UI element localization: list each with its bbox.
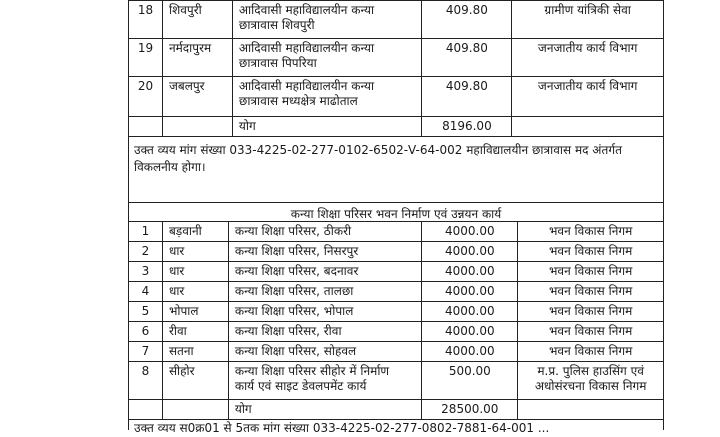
amount-cell: 409.80 <box>422 39 512 77</box>
desc-line: आदिवासी महाविद्यालयीन कन्या <box>238 41 375 55</box>
agency-cell: भवन विकास निगम <box>518 262 664 282</box>
district-cell: भोपाल <box>162 302 228 322</box>
sno-cell: 1 <box>129 222 163 242</box>
amount-cell: 4000.00 <box>422 282 518 302</box>
agency-cell: ग्रामीण यांत्रिकी सेवा <box>512 1 664 39</box>
empty-cell <box>162 400 228 420</box>
total-label: योग <box>232 117 422 137</box>
total-label: योग <box>228 400 422 420</box>
table-row <box>129 282 664 302</box>
district-cell: नर्मदापुरम <box>162 39 232 77</box>
sno-cell: 3 <box>129 262 163 282</box>
agency-cell <box>518 362 664 400</box>
note-line: उक्त व्यय मांग संख्या 033-4225-02-277-0102-6502-V-64-002 महाविद्यालयीन छात्रावास मद अंतर्गत <box>134 143 622 157</box>
desc-line: छात्रावास शिवपुरी <box>238 18 315 32</box>
desc-cell <box>232 39 422 77</box>
desc-cell: कन्या शिक्षा परिसर, रीवा <box>228 322 422 342</box>
table-row <box>129 362 664 400</box>
section-divider <box>128 202 664 203</box>
table-row <box>129 242 664 262</box>
amount-cell: 4000.00 <box>422 242 518 262</box>
amount-cell: 4000.00 <box>422 302 518 322</box>
district-cell: रीवा <box>162 322 228 342</box>
empty-cell <box>518 400 664 420</box>
district-cell: धार <box>162 242 228 262</box>
agency-cell: भवन विकास निगम <box>518 282 664 302</box>
table-row <box>129 302 664 322</box>
total-row <box>129 117 664 137</box>
table-row <box>129 222 664 242</box>
desc-line: आदिवासी महाविद्यालयीन कन्या <box>238 79 375 93</box>
desc-line: कार्य एवं साइट डेवलपमेंट कार्य <box>234 379 367 393</box>
desc-cell: कन्या शिक्षा परिसर, निसरपुर <box>228 242 422 262</box>
district-cell: धार <box>162 262 228 282</box>
desc-cell: कन्या शिक्षा परिसर, ठीकरी <box>228 222 422 242</box>
sno-cell: 7 <box>129 342 163 362</box>
agency-line: अधोसंरचना विकास निगम <box>534 379 647 393</box>
agency-cell: भवन विकास निगम <box>518 342 664 362</box>
table-row <box>129 262 664 282</box>
desc-cell: कन्या शिक्षा परिसर, बदनावर <box>228 262 422 282</box>
desc-line: कन्या शिक्षा परिसर सीहोर में निर्माण <box>234 364 390 378</box>
table-row <box>129 342 664 362</box>
district-cell: सीहोर <box>162 362 228 400</box>
desc-cell <box>228 362 422 400</box>
agency-cell: भवन विकास निगम <box>518 322 664 342</box>
amount-cell: 4000.00 <box>422 222 518 242</box>
agency-cell: भवन विकास निगम <box>518 242 664 262</box>
desc-cell: कन्या शिक्षा परिसर, सोहवल <box>228 342 422 362</box>
section-heading: कन्या शिक्षा परिसर भवन निर्माण एवं उन्नयन कार्य <box>290 207 502 221</box>
sno-cell: 18 <box>129 1 163 39</box>
desc-cell: कन्या शिक्षा परिसर, भोपाल <box>228 302 422 322</box>
sno-cell: 20 <box>129 77 163 117</box>
desc-line: आदिवासी महाविद्यालयीन कन्या <box>238 3 375 17</box>
desc-cell <box>232 1 422 39</box>
amount-cell: 4000.00 <box>422 322 518 342</box>
agency-cell: जनजातीय कार्य विभाग <box>512 39 664 77</box>
sno-cell: 8 <box>129 362 163 400</box>
district-cell: जबलपुर <box>162 77 232 117</box>
table-row <box>129 39 664 77</box>
empty-cell <box>129 400 163 420</box>
district-cell: धार <box>162 282 228 302</box>
note-line: विकलनीय होगा। <box>134 160 206 174</box>
amount-cell: 409.80 <box>422 77 512 117</box>
sno-cell: 5 <box>129 302 163 322</box>
budget-note <box>134 142 660 176</box>
campus-table <box>128 221 664 420</box>
agency-line: म.प्र. पुलिस हाउसिंग एवं <box>537 364 644 378</box>
district-cell: सतना <box>162 342 228 362</box>
empty-cell <box>129 117 163 137</box>
hostel-table <box>128 0 664 137</box>
desc-cell: कन्या शिक्षा परिसर, तालछा <box>228 282 422 302</box>
amount-cell: 4000.00 <box>422 342 518 362</box>
amount-cell: 409.80 <box>422 1 512 39</box>
district-cell: बड़वानी <box>162 222 228 242</box>
district-cell: शिवपुरी <box>162 1 232 39</box>
sno-cell: 19 <box>129 39 163 77</box>
total-row <box>129 400 664 420</box>
sno-cell: 2 <box>129 242 163 262</box>
sno-cell: 6 <box>129 322 163 342</box>
agency-cell: जनजातीय कार्य विभाग <box>512 77 664 117</box>
total-amount: 8196.00 <box>422 117 512 137</box>
empty-cell <box>162 117 232 137</box>
sno-cell: 4 <box>129 282 163 302</box>
table-row <box>129 1 664 39</box>
table-row <box>129 77 664 117</box>
agency-cell: भवन विकास निगम <box>518 302 664 322</box>
table-row <box>129 322 664 342</box>
desc-line: छात्रावास पिपरिया <box>238 56 317 70</box>
agency-cell: भवन विकास निगम <box>518 222 664 242</box>
amount-cell: 500.00 <box>422 362 518 400</box>
amount-cell: 4000.00 <box>422 262 518 282</box>
desc-line: छात्रावास मध्यक्षेत्र माढोताल <box>238 94 358 108</box>
empty-cell <box>512 117 664 137</box>
budget-note-partial: उक्त व्यय स0क्र01 से 5तक मांग संख्या 033-4225-02-277-0802-7881-64-001 ... <box>134 421 550 435</box>
desc-cell <box>232 77 422 117</box>
total-amount: 28500.00 <box>422 400 518 420</box>
